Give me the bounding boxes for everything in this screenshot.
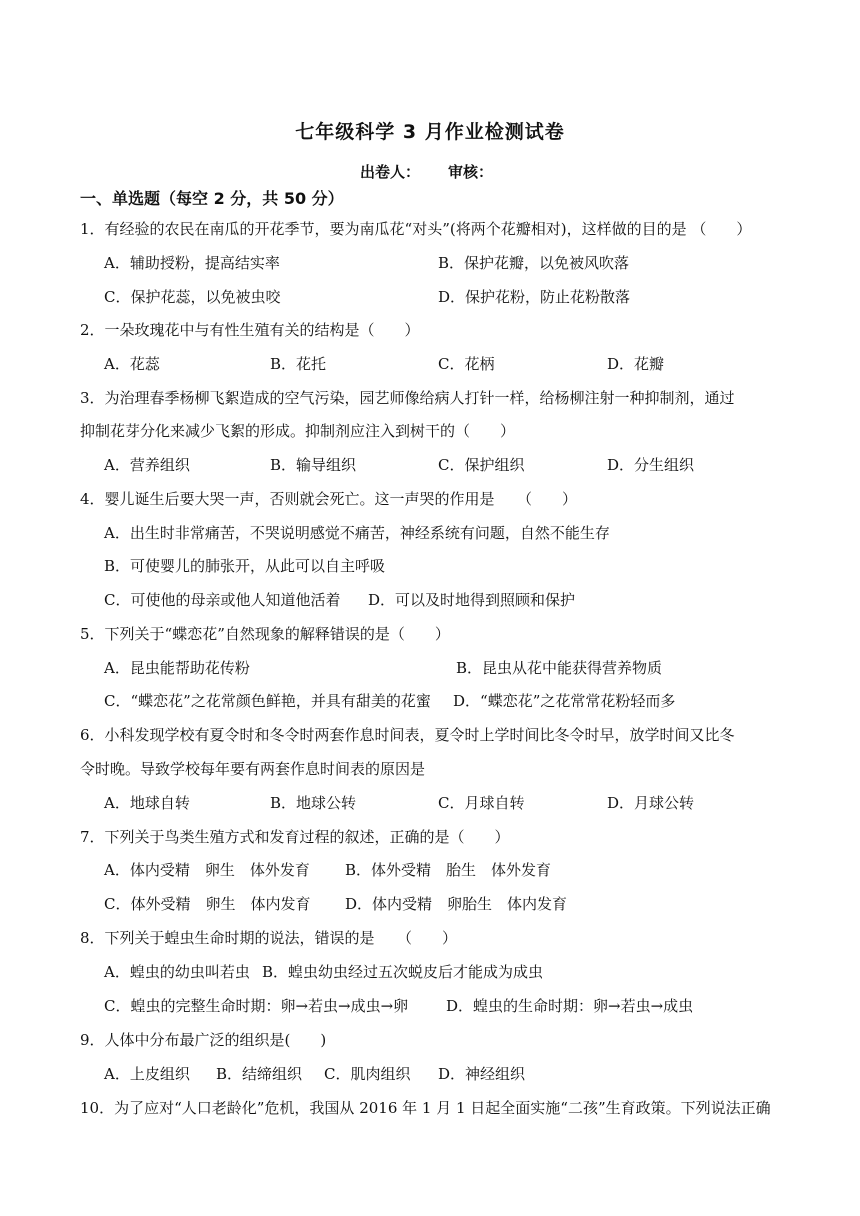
question-1-option-b: B．保护花瓣，以免被风吹落 — [438, 254, 630, 272]
question-5-option-c: C．“蝶恋花”之花常颜色鲜艳，并具有甜美的花蜜 — [104, 692, 431, 710]
question-6-stem-line-1: 6．小科发现学校有夏令时和冬令时两套作息时间表，夏令时上学时间比冬令时早，放学时间又比冬 — [80, 726, 735, 744]
page-title: 七年级科学 3 月作业检测试卷 — [295, 121, 565, 143]
question-7-option-c: C．体外受精 卵生 体内发育 — [104, 895, 311, 913]
question-8-option-d: D．蝗虫的生命时期：卵→若虫→成虫 — [446, 997, 694, 1015]
review-label: 审核： — [448, 163, 494, 181]
question-3-stem-line-2: 抑制花芽分化来减少飞絮的形成。抑制剂应注入到树干的（ ） — [80, 422, 516, 440]
question-3-option-b: B．输导组织 — [270, 456, 357, 474]
question-2-option-b: B．花托 — [270, 355, 327, 373]
question-3-stem-line-1: 3．为治理春季杨柳飞絮造成的空气污染，园艺师像给病人打针一样，给杨柳注射一种抑制剂，通过 — [80, 389, 735, 407]
question-1-option-d: D．保护花粉，防止花粉散落 — [438, 288, 631, 306]
question-6-option-a: A．地球自转 — [104, 794, 190, 812]
question-3-option-a: A．营养组织 — [104, 456, 190, 474]
question-7-stem: 7．下列关于鸟类生殖方式和发育过程的叙述，正确的是（ ） — [80, 828, 510, 846]
author-line — [360, 161, 493, 182]
question-4-option-a: A．出生时非常痛苦，不哭说明感觉不痛苦，神经系统有问题，自然不能生存 — [104, 524, 610, 542]
question-9-option-b: B．结缔组织 — [216, 1065, 303, 1083]
question-4-option-c: C．可使他的母亲或他人知道他活着 — [104, 591, 341, 609]
question-7-option-a: A．体内受精 卵生 体外发育 — [104, 861, 310, 879]
question-3-option-c: C．保护组织 — [438, 456, 525, 474]
question-5-option-d: D．“蝶恋花”之花常常花粉轻而多 — [453, 692, 676, 710]
question-9-option-a: A．上皮组织 — [104, 1065, 190, 1083]
question-5-stem: 5．下列关于“蝶恋花”自然现象的解释错误的是（ ） — [80, 625, 450, 643]
question-9-option-c: C．肌肉组织 — [324, 1065, 411, 1083]
author-label: 出卷人： — [360, 163, 421, 181]
question-9-option-d: D．神经组织 — [438, 1065, 526, 1083]
question-1-stem: 1．有经验的农民在南瓜的开花季节，要为南瓜花“对头”(将两个花瓣相对)，这样做的目的是 （ ） — [80, 220, 752, 238]
question-6-option-c: C．月球自转 — [438, 794, 525, 812]
question-6-stem-line-2: 令时晚。导致学校每年要有两套作息时间表的原因是 — [80, 760, 426, 778]
question-4-stem: 4．婴儿诞生后要大哭一声，否则就会死亡。这一声哭的作用是 （ ） — [80, 490, 578, 508]
question-2-option-a: A．花蕊 — [104, 355, 160, 373]
question-2-option-c: C．花柄 — [438, 355, 495, 373]
question-9-stem: 9．人体中分布最广泛的组织是( ) — [80, 1031, 327, 1049]
question-6-option-b: B．地球公转 — [270, 794, 357, 812]
question-6-option-d: D．月球公转 — [607, 794, 695, 812]
question-2-stem: 2．一朵玫瑰花中与有性生殖有关的结构是（ ） — [80, 321, 420, 339]
question-1-option-a: A．辅助授粉，提高结实率 — [104, 254, 280, 272]
question-7-option-d: D．体内受精 卵胎生 体内发育 — [345, 895, 568, 913]
question-5-option-a: A．昆虫能帮助花传粉 — [104, 659, 250, 677]
question-2-option-d: D．花瓣 — [607, 355, 665, 373]
question-5-option-b: B．昆虫从花中能获得营养物质 — [456, 659, 663, 677]
question-3-option-d: D．分生组织 — [607, 456, 695, 474]
question-8-option-b: B．蝗虫幼虫经过五次蜕皮后才能成为成虫 — [262, 963, 544, 981]
question-4-option-d: D．可以及时地得到照顾和保护 — [368, 591, 576, 609]
section-heading: 一、单选题（每空 2 分，共 50 分） — [80, 189, 344, 208]
question-8-option-c: C．蝗虫的完整生命时期：卵→若虫→成虫→卵 — [104, 997, 409, 1015]
question-8-option-a: A．蝗虫的幼虫叫若虫 — [104, 963, 250, 981]
question-7-option-b: B．体外受精 胎生 体外发育 — [345, 861, 552, 879]
question-1-option-c: C．保护花蕊，以免被虫咬 — [104, 288, 281, 306]
question-8-stem: 8．下列关于蝗虫生命时期的说法，错误的是 （ ） — [80, 929, 458, 947]
question-10-stem: 10．为了应对“人口老龄化”危机，我国从 2016 年 1 月 1 日起全面实施“二孩”生育政策。下列说法正确 — [80, 1099, 771, 1117]
question-4-option-b: B．可使婴儿的肺张开，从此可以自主呼吸 — [104, 557, 386, 575]
